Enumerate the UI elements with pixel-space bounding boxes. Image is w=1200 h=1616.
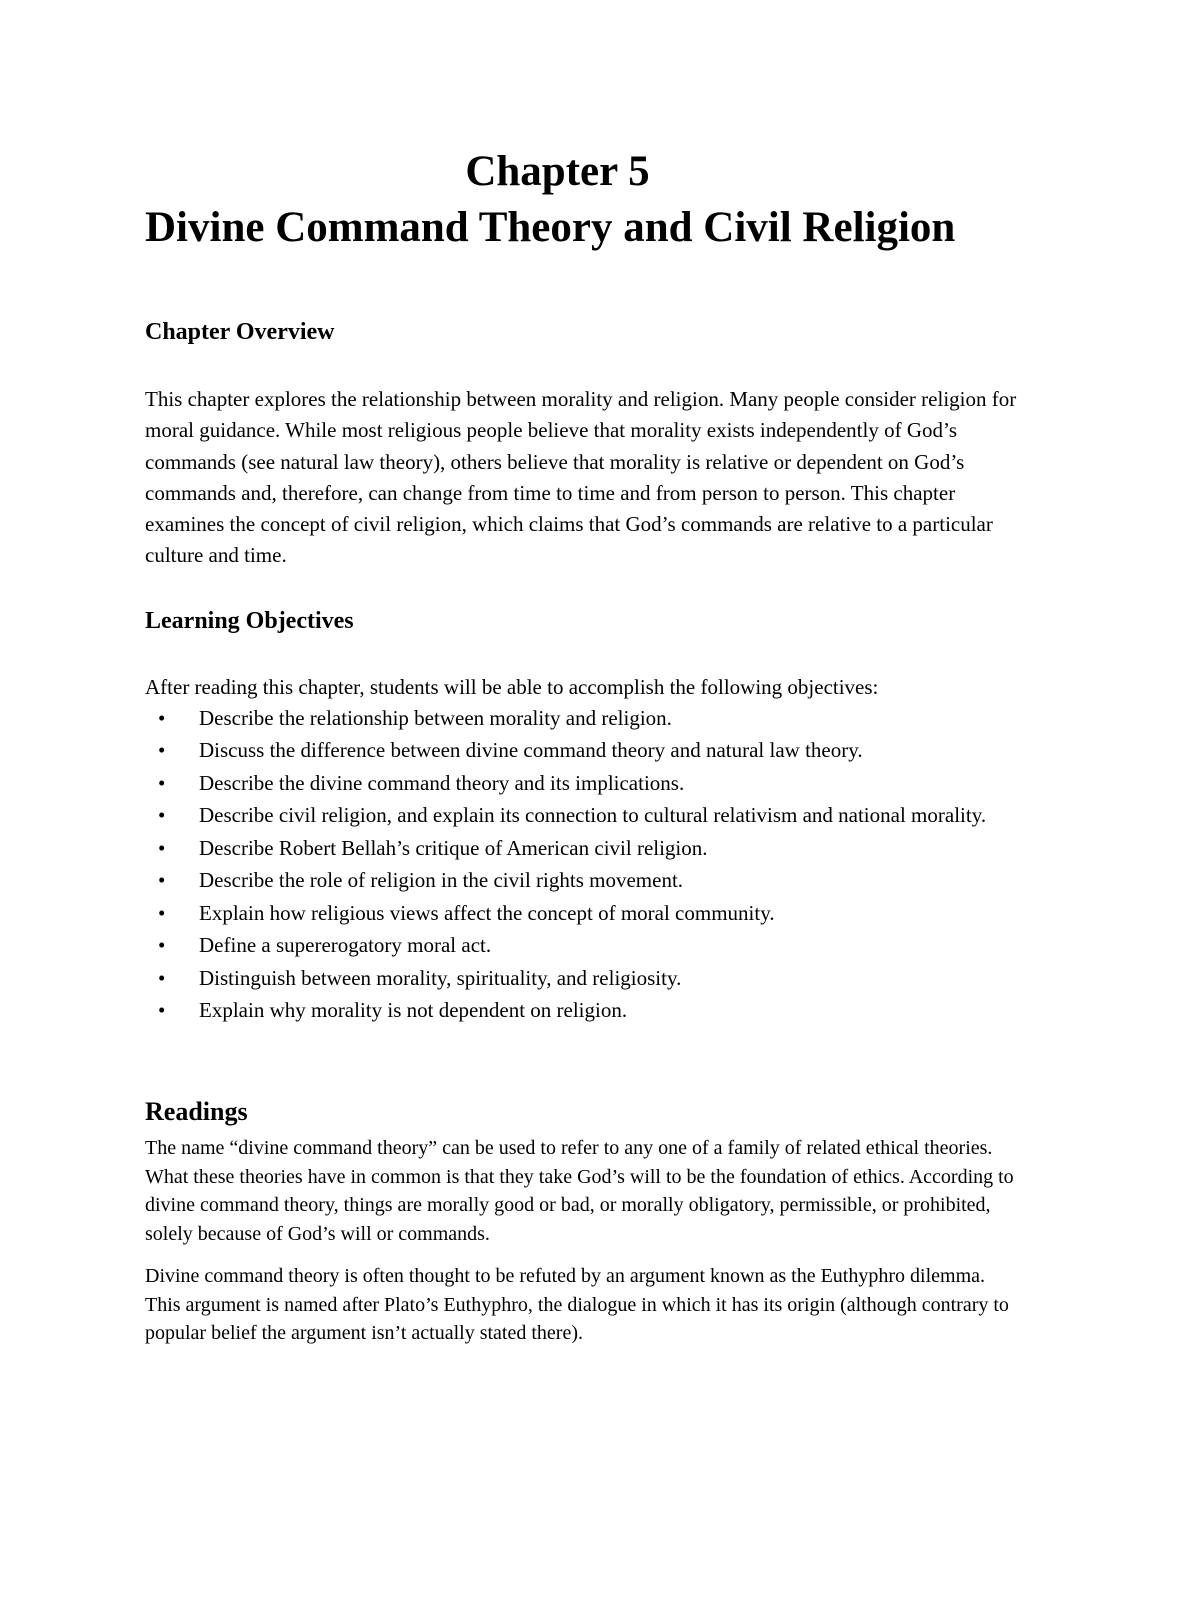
- readings-heading: Readings: [145, 1097, 248, 1126]
- bullet-icon: •: [158, 998, 166, 1023]
- objective-item: [145, 865, 1025, 896]
- objective-item: [145, 963, 1025, 994]
- bullet-icon: •: [158, 770, 166, 795]
- bullet-icon: •: [158, 933, 166, 958]
- objective-text: Describe the relationship between morality and religion.: [199, 706, 672, 730]
- objective-item: [145, 768, 1025, 799]
- objective-text: Describe the divine command theory and its implications.: [199, 770, 685, 795]
- overview-heading: Chapter Overview: [145, 319, 335, 345]
- objective-text: Define a supererogatory moral act.: [199, 933, 492, 958]
- bullet-icon: •: [158, 706, 166, 730]
- readings-paragraph-2: Divine command theory is often thought to be refuted by an argument known as the Euthyphro dilemma. This argument is named after Plato’s Euthyphro, the dialogue in which it has its origin (although contrary to popular belief the argument isn’t actually stated there).: [145, 1265, 1009, 1345]
- chapter-title: Divine Command Theory and Civil Religion: [145, 204, 956, 251]
- objectives-intro: After reading this chapter, students will be able to accomplish the following objectives:: [145, 675, 879, 699]
- objective-item: [145, 735, 1025, 766]
- objective-item: [145, 833, 1025, 864]
- objective-text: Distinguish between morality, spirituality, and religiosity.: [199, 965, 682, 990]
- objective-text: Describe civil religion, and explain its connection to cultural relativism and national morality.: [199, 803, 987, 828]
- objective-text: Describe the role of religion in the civil rights movement.: [199, 868, 684, 893]
- objective-item: [145, 703, 1025, 734]
- overview-paragraph: This chapter explores the relationship between morality and religion. Many people consider religion for moral guidance. While most religious people believe that morality exists independently of God’s commands (see natural law theory), others believe that morality is relative or dependent on God’s commands and, therefore, can change from time to time and from person to person. This chapter examines the concept of civil religion, which claims that God’s commands are relative to a particular culture and time.: [145, 387, 1017, 568]
- objectives-heading: Learning Objectives: [145, 608, 354, 634]
- objective-item: [145, 800, 1025, 831]
- bullet-icon: •: [158, 738, 166, 763]
- bullet-icon: •: [158, 965, 166, 990]
- bullet-icon: •: [158, 803, 166, 828]
- bullet-icon: •: [158, 835, 166, 860]
- objective-text: Discuss the difference between divine command theory and natural law theory.: [199, 738, 863, 763]
- objective-text: Explain how religious views affect the concept of moral community.: [199, 900, 775, 925]
- readings-paragraph-1: The name “divine command theory” can be used to refer to any one of a family of related ethical theories. What these theories have in common is that they take God’s will to be the foundation of ethics. According to divine command theory, things are morally good or bad, or morally obligatory, permissible, or prohibited, solely because of God’s will or commands.: [145, 1137, 1014, 1246]
- chapter-number: Chapter 5: [465, 148, 650, 195]
- objective-text: Describe Robert Bellah’s critique of American civil religion.: [199, 835, 708, 860]
- objective-item: [145, 995, 1025, 1026]
- bullet-icon: •: [158, 868, 166, 893]
- objective-text: Explain why morality is not dependent on religion.: [199, 998, 628, 1023]
- objectives-list: [145, 703, 1025, 1028]
- bullet-icon: •: [158, 900, 166, 925]
- objective-item: [145, 898, 1025, 929]
- objective-item: [145, 930, 1025, 961]
